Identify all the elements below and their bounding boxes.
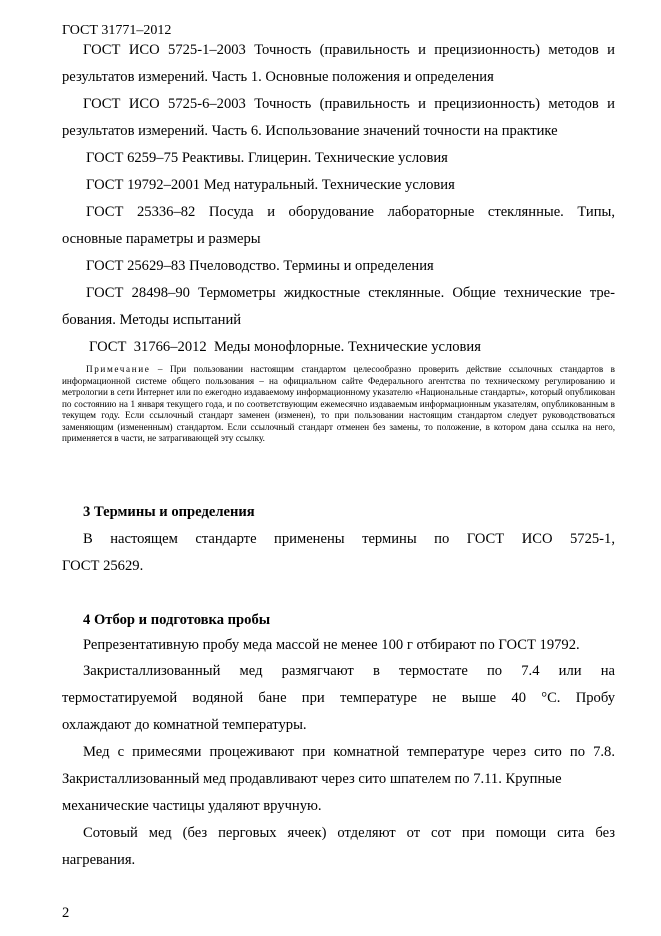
reference-line: результатов измерений. Часть 6. Использование значений точности на практике	[62, 123, 558, 139]
section-3-text: ГОСТ 25629.	[62, 558, 144, 574]
reference-line: ГОСТ 25629–83 Пчеловодство. Термины и определения	[86, 258, 434, 274]
note-label: Примечание	[86, 364, 151, 374]
section-4-text: нагревания.	[62, 852, 136, 868]
reference-line: ГОСТ 6259–75 Реактивы. Глицерин. Технические условия	[86, 150, 448, 166]
reference-line: ГОСТ ИСО 5725-6–2003 Точность (правильность и прецизионность) методов и	[83, 96, 615, 112]
section-4-text: Репрезентативную пробу меда массой не менее 100 г отбирают по ГОСТ 19792.	[83, 637, 580, 653]
section-4-title: 4 Отбор и подготовка пробы	[83, 612, 271, 628]
section-3-title: 3 Термины и определения	[83, 504, 255, 520]
section-4-text: Сотовый мед (без перговых ячеек) отделяют от сот при помощи сита без	[83, 825, 615, 841]
reference-line: результатов измерений. Часть 1. Основные положения и определения	[62, 69, 494, 85]
reference-line: ГОСТ 31766–2012 Меды монофлорные. Технические условия	[89, 339, 481, 355]
reference-line: бования. Методы испытаний	[62, 312, 242, 328]
reference-line: ГОСТ 19792–2001 Мед натуральный. Технические условия	[86, 177, 455, 193]
page-number: 2	[62, 905, 70, 921]
section-3-text: В настоящем стандарте применены термины по ГОСТ ИСО 5725-1,	[83, 531, 615, 547]
reference-line: основные параметры и размеры	[62, 231, 261, 247]
section-4-text: Мед с примесями процеживают при комнатной температуре через сито по 7.8.	[83, 744, 615, 760]
reference-line: ГОСТ 25336–82 Посуда и оборудование лабораторные стеклянные. Типы,	[86, 204, 615, 220]
note-block	[62, 364, 615, 445]
section-4-text: термостатируемой водяной бане при температуре не выше 40 °С. Пробу	[62, 690, 615, 706]
section-4-text: Закристаллизованный мед размягчают в термостате по 7.4 или на	[83, 663, 615, 679]
reference-line: ГОСТ 28498–90 Термометры жидкостные стеклянные. Общие технические тре-	[86, 285, 615, 301]
page-header: ГОСТ 31771–2012	[62, 23, 172, 38]
section-4-text: механические частицы удаляют вручную.	[62, 798, 322, 814]
section-4-text: охлаждают до комнатной температуры.	[62, 717, 307, 733]
section-4-text: Закристаллизованный мед продавливают через сито шпателем по 7.11. Крупные	[62, 771, 562, 787]
reference-line: ГОСТ ИСО 5725-1–2003 Точность (правильность и прецизионность) методов и	[83, 42, 615, 58]
note-text: – При пользовании настоящим стандартом целесообразно проверить действие ссылочных стандартов в информационной системе общего пользования – на официальном сайте Федерального агентства по техническому регулированию и метрологии в сети Интернет или по ежегодно издаваемому информационному указателю «Национальные стандарты», который опубликован по состоянию на 1 января текущего года, и по соответствующим ежемесячно издаваемым информационным указателям, опубликованным в текущем году. Если ссылочный стандарт заменен (изменен), то при пользовании настоящим стандартом следует руководствоваться заменяющим (измененным) стандартом. Если ссылочный стандарт отменен без замены, то положение, в котором дана ссылка на него, применяется в части, не затрагивающей эту ссылку.	[62, 364, 615, 443]
